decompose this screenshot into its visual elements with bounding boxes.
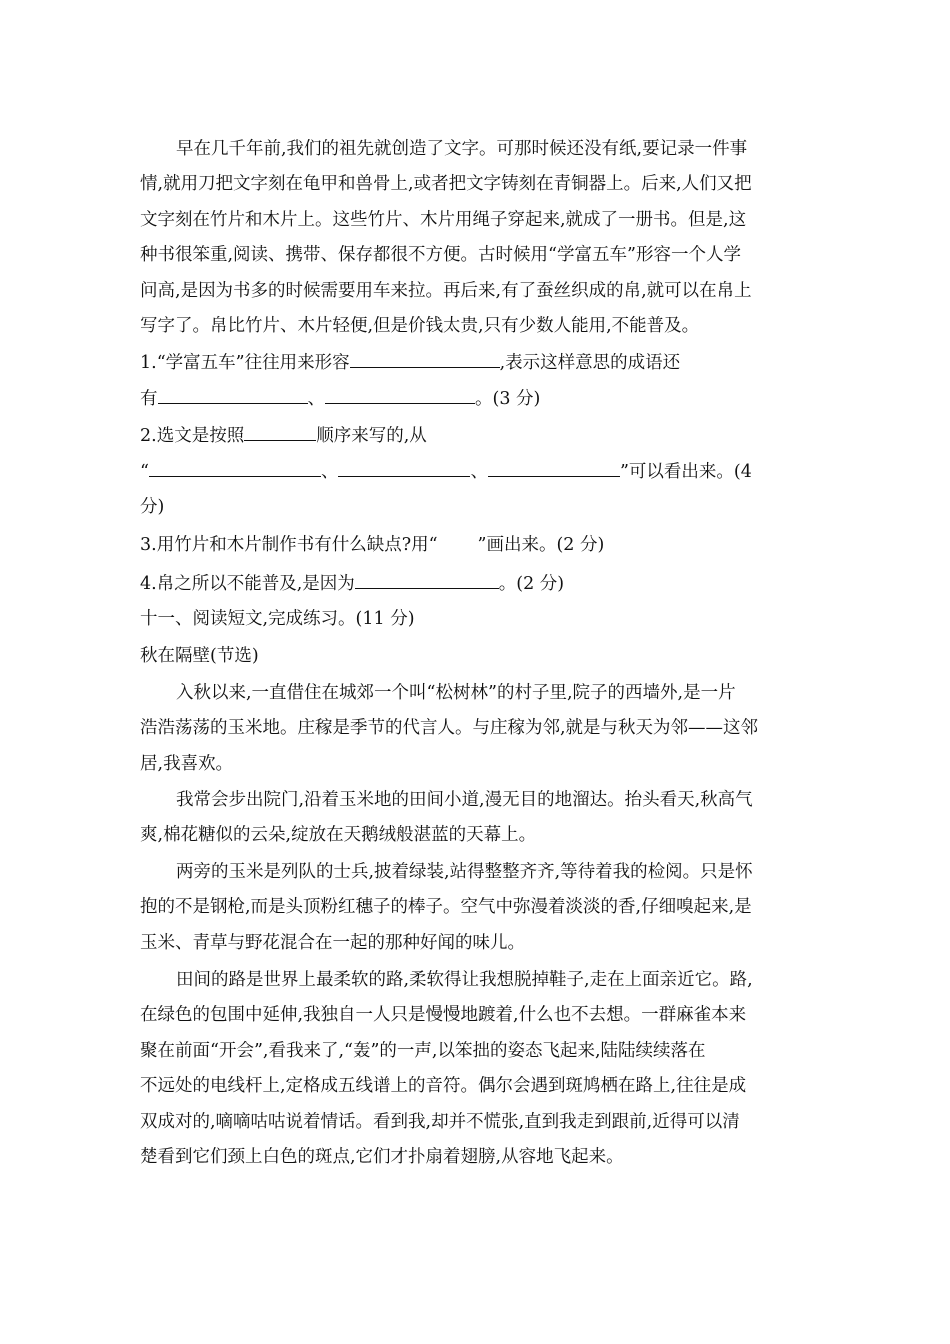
answer-blank[interactable]	[355, 570, 499, 589]
answer-blank[interactable]	[244, 422, 316, 441]
passage2-line: 抱的不是钢枪,而是头顶粉红穗子的棒子。空气中弥漫着淡淡的香,仔细嗅起来,是	[140, 897, 752, 917]
question-2-text: 2.选文是按照	[140, 426, 245, 446]
question-4-text: 4.帛之所以不能普及,是因为	[140, 574, 355, 594]
answer-blank[interactable]	[325, 385, 475, 404]
question-3-text: ”画出来。(2 分)	[477, 535, 605, 555]
passage2-title: 秋在隔壁(节选)	[140, 646, 259, 666]
question-2-line-1	[140, 422, 427, 448]
passage2-line: 玉米、青草与野花混合在一起的那种好闻的味儿。	[140, 933, 525, 953]
passage2-line: 我常会步出院门,沿着玉米地的田间小道,漫无目的地溜达。抬头看天,秋高气	[176, 790, 753, 810]
section-heading: 十一、阅读短文,完成练习。(11 分)	[140, 609, 415, 629]
question-2-text: 、	[470, 462, 488, 482]
question-1-text: 、	[307, 389, 325, 409]
question-1-line-1	[140, 349, 680, 375]
question-1-text: 1.“学富五车”往往用来形容	[140, 353, 350, 373]
passage1-line: 问高,是因为书多的时候需要用车来拉。再后来,有了蚕丝织成的帛,就可以在帛上	[140, 281, 752, 301]
answer-blank[interactable]	[158, 385, 308, 404]
passage2-line: 聚在前面“开会”,看我来了,“轰”的一声,以笨拙的姿态飞起来,陆陆续续落在	[140, 1041, 706, 1061]
question-2-text: ”可以看出来。(4	[619, 462, 752, 482]
question-2-text: 顺序来写的,从	[316, 426, 427, 446]
answer-blank[interactable]	[149, 458, 321, 477]
passage1-line: 早在几千年前,我们的祖先就创造了文字。可那时候还没有纸,要记录一件事	[176, 139, 748, 159]
question-4-text: 。(2 分)	[498, 574, 565, 594]
passage2-line: 爽,棉花糖似的云朵,绽放在天鹅绒般湛蓝的天幕上。	[140, 825, 537, 845]
question-2-line-3: 分)	[140, 497, 165, 517]
passage1-line: 写字了。帛比竹片、木片轻便,但是价钱太贵,只有少数人能用,不能普及。	[140, 316, 700, 336]
answer-blank[interactable]	[350, 349, 500, 368]
question-1-text: 有	[140, 389, 158, 409]
passage2-line: 田间的路是世界上最柔软的路,柔软得让我想脱掉鞋子,走在上面亲近它。路,	[176, 970, 753, 990]
answer-blank[interactable]	[488, 458, 620, 477]
question-2-text: “	[140, 462, 149, 482]
question-3-line	[140, 533, 604, 557]
passage1-line: 种书很笨重,阅读、携带、保存都很不方便。古时候用“学富五车”形容一个人学	[140, 245, 741, 265]
question-1-text: ,表示这样意思的成语还	[499, 353, 681, 373]
question-3-text: 3.用竹片和木片制作书有什么缺点?用“	[140, 535, 438, 555]
passage2-line: 浩浩荡荡的玉米地。庄稼是季节的代言人。与庄稼为邻,就是与秋天为邻——这邻	[140, 718, 759, 738]
question-2-text: 、	[320, 462, 339, 482]
passage2-line: 楚看到它们颈上白色的斑点,它们才扑扇着翅膀,从容地飞起来。	[140, 1147, 624, 1167]
question-1-text: 。(3 分)	[475, 389, 541, 409]
passage2-line: 双成对的,嘀嘀咕咕说着情话。看到我,却并不慌张,直到我走到跟前,近得可以清	[140, 1112, 740, 1132]
question-4-line	[140, 570, 564, 596]
passage2-line: 入秋以来,一直借住在城郊一个叫“松树林”的村子里,院子的西墙外,是一片	[176, 683, 736, 703]
passage1-line: 情,就用刀把文字刻在龟甲和兽骨上,或者把文字铸刻在青铜器上。后来,人们又把	[140, 174, 752, 194]
answer-blank[interactable]	[338, 458, 470, 477]
passage2-line: 在绿色的包围中延伸,我独自一人只是慢慢地踱着,什么也不去想。一群麻雀本来	[140, 1005, 747, 1025]
passage2-line: 不远处的电线杆上,定格成五线谱上的音符。偶尔会遇到斑鸠栖在路上,往往是成	[140, 1076, 747, 1096]
question-2-line-2	[140, 458, 752, 484]
passage1-line: 文字刻在竹片和木片上。这些竹片、木片用绳子穿起来,就成了一册书。但是,这	[140, 210, 747, 230]
question-1-line-2	[140, 385, 540, 411]
passage2-line: 居,我喜欢。	[140, 754, 234, 774]
passage2-line: 两旁的玉米是列队的士兵,披着绿装,站得整整齐齐,等待着我的检阅。只是怀	[176, 862, 753, 882]
